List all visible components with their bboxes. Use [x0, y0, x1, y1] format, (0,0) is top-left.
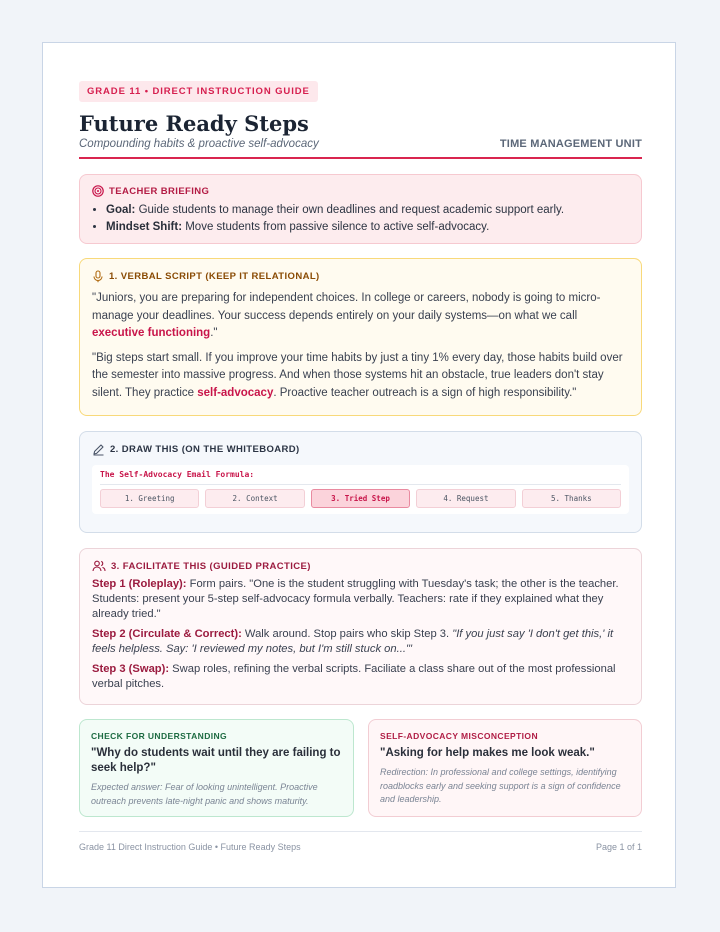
- formula-step-tried-step: 3. Tried Step: [311, 489, 410, 508]
- page-footer: [79, 831, 642, 852]
- briefing-title: TEACHER BRIEFING: [109, 185, 210, 197]
- footer-left: Grade 11 Direct Instruction Guide • Future Ready Steps: [79, 842, 301, 852]
- check-for-understanding-card: [79, 719, 354, 817]
- draw-title: 2. DRAW THIS (ON THE WHITEBOARD): [110, 444, 300, 455]
- header: [79, 81, 642, 159]
- grade-badge: GRADE 11 • DIRECT INSTRUCTION GUIDE: [79, 81, 318, 102]
- page-subtitle: Compounding habits & proactive self-advocacy: [79, 138, 319, 150]
- page-number: Page 1 of 1: [595, 842, 642, 852]
- formula-steps: [100, 489, 621, 508]
- practice-step-1: Step 1 (Roleplay): Form pairs. "One is the student struggling with Tuesday's task; the other is the teacher. Students: present your 5-step self-advocacy formula verbally. Teachers: rate if they explained what they already tried.": [92, 578, 619, 620]
- unit-label: TIME MANAGEMENT UNIT: [499, 138, 642, 150]
- users-icon: [92, 560, 106, 572]
- script-title: 1. VERBAL SCRIPT (KEEP IT RELATIONAL): [109, 271, 320, 282]
- highlight-self-advocacy: self-advocacy: [197, 386, 274, 399]
- check-answer: Expected answer: Fear of looking unintelligent. Proactive outreach prevents late-night panic and shows maturity.: [91, 782, 318, 806]
- briefing-heading: [92, 185, 629, 197]
- microphone-icon: [92, 270, 104, 283]
- pencil-icon: [92, 443, 105, 456]
- formula-title: The Self-Advocacy Email Formula:: [100, 470, 621, 485]
- practice-step-2: Step 2 (Circulate & Correct): Walk around. Stop pairs who skip Step 3. "If you just say 'I don't get this,' it feels helpless. Say: 'I reviewed my notes, but I'm still stuck on...'": [92, 628, 614, 655]
- facilitate-heading: [92, 560, 629, 572]
- whiteboard-card: [79, 431, 642, 533]
- facilitate-title: 3. FACILITATE THIS (GUIDED PRACTICE): [111, 560, 311, 572]
- teacher-briefing-card: [79, 174, 642, 244]
- verbal-script-card: [79, 258, 642, 416]
- highlight-executive-functioning: executive functioning: [92, 327, 211, 339]
- subtitle-row: [79, 138, 642, 159]
- briefing-item-goal: • Goal: Guide students to manage their own deadlines and request academic support early.: [106, 202, 629, 219]
- formula-step-greeting: 1. Greeting: [100, 489, 199, 508]
- script-paragraph-1: "Juniors, you are preparing for independent choices. In college or careers, nobody is going to micro-manage your deadlines. Your success depends entirely on your daily systems—on what we call executive functioning.": [92, 292, 601, 339]
- briefing-item-mindset: • Mindset Shift: Move students from passive silence to active self-advocacy.: [106, 219, 629, 236]
- formula-step-request: 4. Request: [416, 489, 515, 508]
- misconception-quote: "Asking for help makes me look weak.": [380, 747, 595, 759]
- misconception-card: [368, 719, 642, 817]
- script-heading: [92, 270, 629, 283]
- briefing-list: [92, 202, 629, 235]
- document-page: [42, 42, 676, 888]
- target-icon: [92, 185, 104, 197]
- guided-practice-card: [79, 548, 642, 705]
- check-question: "Why do students wait until they are failing to seek help?": [91, 747, 341, 774]
- draw-heading: [92, 443, 629, 456]
- formula-board: [92, 465, 629, 514]
- formula-step-context: 2. Context: [205, 489, 304, 508]
- misconception-title: SELF-ADVOCACY MISCONCEPTION: [380, 731, 538, 741]
- practice-step-3: Step 3 (Swap): Swap roles, refining the verbal scripts. Faciliate a class share out of the most professional verbal pitches.: [92, 663, 616, 690]
- formula-step-thanks: 5. Thanks: [522, 489, 621, 508]
- page-title: Future Ready Steps: [79, 111, 309, 136]
- misconception-redirect: Redirection: In professional and college settings, identifying roadblocks early and seeking support is a sign of confidence and leadership.: [380, 767, 621, 804]
- check-title: CHECK FOR UNDERSTANDING: [91, 731, 228, 741]
- script-paragraph-2: "Big steps start small. If you improve your time habits by just a tiny 1% every day, those habits build over the semester into massive progress. And when those systems hit an obstacle, true leaders don't stay silent. They practice self-advocacy. Proactive teacher outreach is a sign of high responsibility.": [92, 351, 623, 399]
- page-content: [79, 81, 642, 852]
